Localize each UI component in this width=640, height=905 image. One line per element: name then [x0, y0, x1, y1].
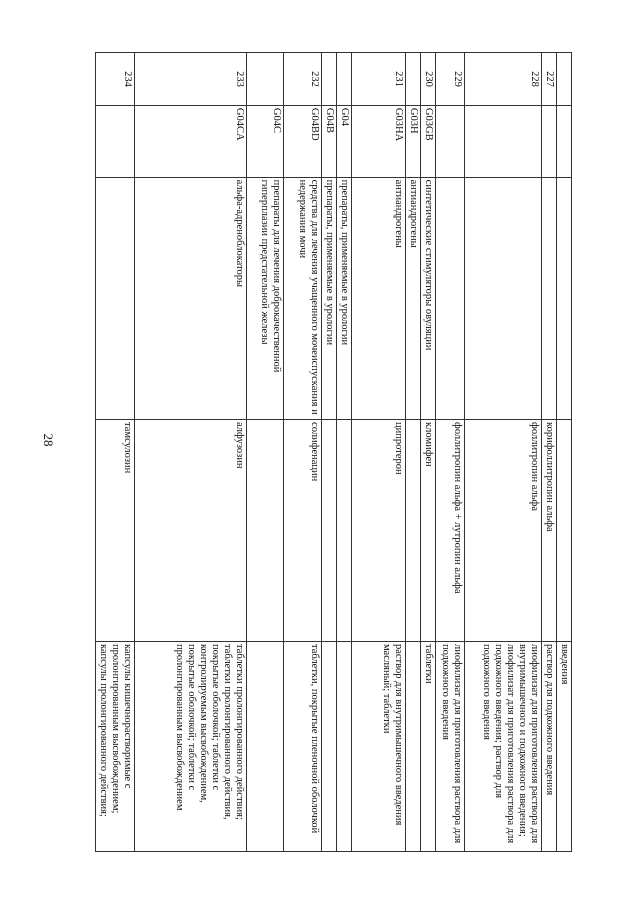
dosage-form: введения: [557, 641, 572, 851]
atc-group: [436, 177, 465, 419]
drug-name: [406, 420, 421, 642]
atc-code: G04: [337, 105, 352, 177]
atc-code: [465, 105, 542, 177]
table-row: [284, 53, 322, 852]
atc-code: G04CA: [135, 105, 247, 177]
atc-code: G04BD: [284, 105, 322, 177]
dosage-form: таблетки: [421, 641, 436, 851]
drug-name: кломифен: [421, 420, 436, 642]
row-number: 231: [352, 53, 406, 106]
dosage-form: [247, 641, 284, 851]
atc-code: G03HA: [352, 105, 406, 177]
row-number: [247, 53, 284, 106]
table-row: [406, 53, 421, 852]
row-number: [406, 53, 421, 106]
drug-name: солифенацин: [284, 420, 322, 642]
drug-name: ципротерон: [352, 420, 406, 642]
drug-name: [322, 420, 337, 642]
atc-code: [96, 105, 135, 177]
row-number: [557, 53, 572, 106]
table-row: [542, 53, 557, 852]
atc-group: препараты для лечения доброкачественной гиперплазии предстательной железы: [247, 177, 284, 419]
atc-group: [542, 177, 557, 419]
page-number: 28: [41, 433, 56, 447]
atc-code: G03H: [406, 105, 421, 177]
dosage-form: капсулы кишечнорастворимые с пролонгированным высвобождением; капсулы пролонгированного действия;: [96, 641, 135, 851]
atc-group: [465, 177, 542, 419]
drug-name: корифоллитропин альфа: [542, 420, 557, 642]
drug-name: фоллитропин альфа: [465, 420, 542, 642]
table-row: [436, 53, 465, 852]
atc-code: [557, 105, 572, 177]
atc-code: [542, 105, 557, 177]
dosage-form: таблетки, покрытые пленочной оболочкой: [284, 641, 322, 851]
drug-name: тамсулозин: [96, 420, 135, 642]
atc-group: [557, 177, 572, 419]
row-number: [337, 53, 352, 106]
row-number: 229: [436, 53, 465, 106]
dosage-form: [406, 641, 421, 851]
row-number: 230: [421, 53, 436, 106]
atc-group: антиандрогены: [406, 177, 421, 419]
drug-name: фоллитропин альфа + лутропин альфа: [436, 420, 465, 642]
atc-code: G04C: [247, 105, 284, 177]
atc-group: альфа-адреноблокаторы: [135, 177, 247, 419]
drug-name: алфузозин: [135, 420, 247, 642]
row-number: 232: [284, 53, 322, 106]
atc-group: препараты, применяемые в урологии: [322, 177, 337, 419]
table-row: [135, 53, 247, 852]
row-number: 227: [542, 53, 557, 106]
table-row: [352, 53, 406, 852]
dosage-form: раствор для внутримышечного введения масляный; таблетки: [352, 641, 406, 851]
table-row: [96, 53, 135, 852]
drug-name: [247, 420, 284, 642]
atc-group: синтетические стимуляторы овуляции: [421, 177, 436, 419]
row-number: 234: [96, 53, 135, 106]
dosage-form: [322, 641, 337, 851]
drug-name: [337, 420, 352, 642]
table-row: [557, 53, 572, 852]
atc-group: антиандрогены: [352, 177, 406, 419]
drug-name: [557, 420, 572, 642]
table-row: [337, 53, 352, 852]
dosage-form: лиофилизат для приготовления раствора для подкожного введения: [436, 641, 465, 851]
table-row: [247, 53, 284, 852]
row-number: 228: [465, 53, 542, 106]
atc-code: [436, 105, 465, 177]
drug-list-table: [95, 52, 572, 852]
dosage-form: раствор для подкожного введения: [542, 641, 557, 851]
atc-group: [96, 177, 135, 419]
table-row: [421, 53, 436, 852]
dosage-form: лиофилизат для приготовления раствора для внутримышечного и подкожного введения; лиофилизат для приготовления раствора для подкожного введения; раствор для подкожного введения: [465, 641, 542, 851]
atc-group: препараты, применяемые в урологии: [337, 177, 352, 419]
atc-code: G03GB: [421, 105, 436, 177]
atc-code: G04B: [322, 105, 337, 177]
dosage-form: таблетки пролонгированного действия; таблетки пролонгированного действия, покрытые оболочкой; таблетки с контролируемым высвобождением, покрытые оболочкой; таблетки с пролонгированным высвобождением: [135, 641, 247, 851]
row-number: 233: [135, 53, 247, 106]
row-number: [322, 53, 337, 106]
table-row: [465, 53, 542, 852]
atc-group: средства для лечения учащенного мочеиспускания и недержания мочи: [284, 177, 322, 419]
dosage-form: [337, 641, 352, 851]
table-row: [322, 53, 337, 852]
